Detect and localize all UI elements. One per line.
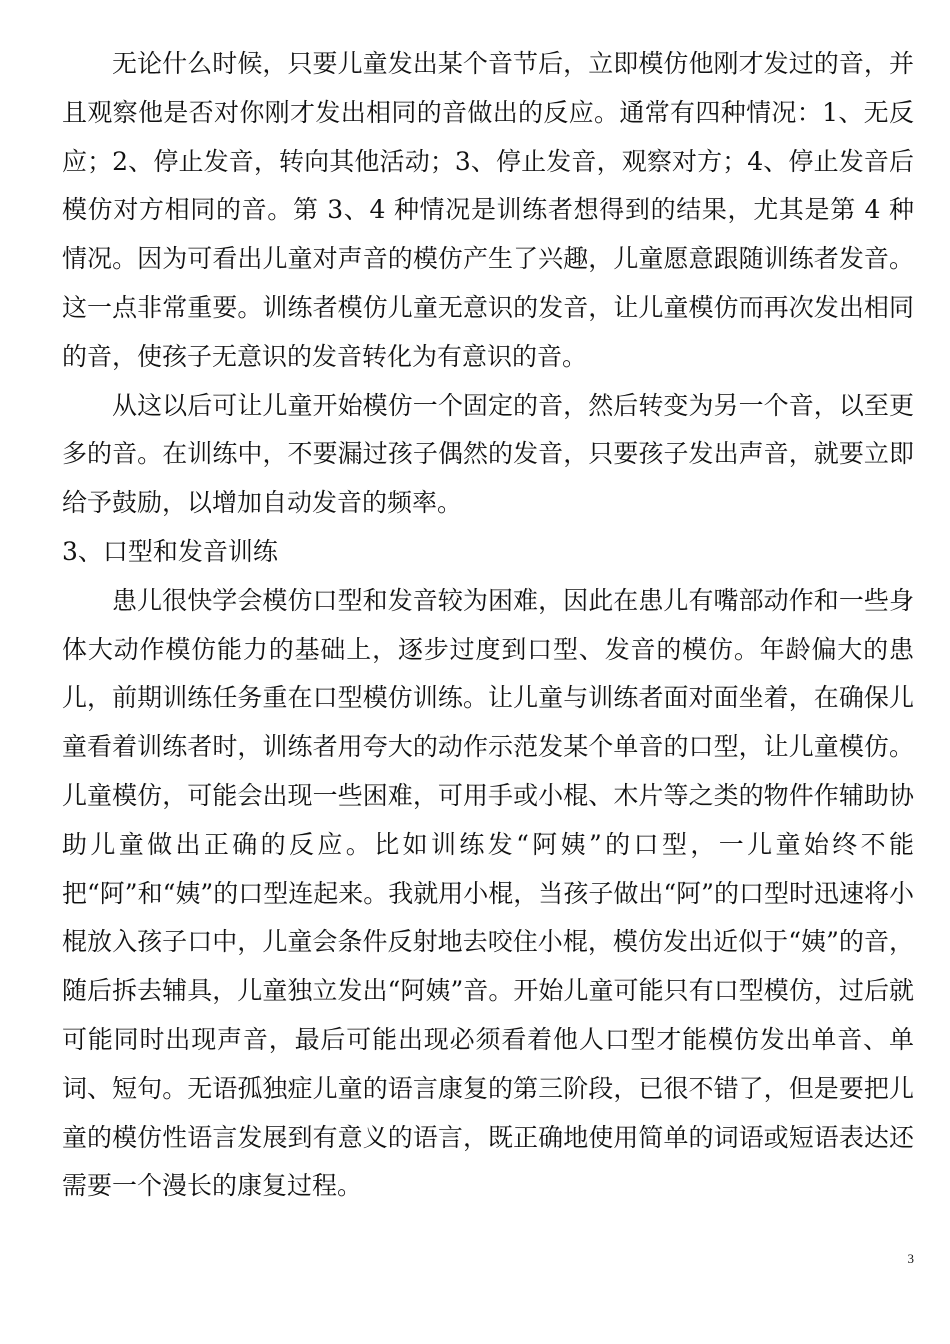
document-body [62,40,914,1211]
section-heading: 3、口型和发音训练 [62,536,278,566]
paragraph-imitation-response: 无论什么时候，只要儿童发出某个音节后，立即模仿他刚才发过的音，并且观察他是否对你刚才发出相同的音做出的反应。通常有四种情况：1、无反应；2、停止发音，转向其他活动；3、停止发音，观察对方；4、停止发音后模仿对方相同的音。第 3、4 种情况是训练者想得到的结果，尤其是第 4 种情况。因为可看出儿童对声音的模仿产生了兴趣，儿童愿意跟随训练者发音。这一点非常重要。训练者模仿儿童无意识的发音，让儿童模仿而再次发出相同的音，使孩子无意识的发音转化为有意识的音。 [62,49,914,371]
paragraph-fixed-sound: 从这以后可让儿童开始模仿一个固定的音，然后转变为另一个音，以至更多的音。在训练中，不要漏过孩子偶然的发音，只要孩子发出声音，就要立即给予鼓励，以增加自动发音的频率。 [62,390,914,518]
paragraph-mouth-shape-training: 患儿很快学会模仿口型和发音较为困难，因此在患儿有嘴部动作和一些身体大动作模仿能力的基础上，逐步过度到口型、发音的模仿。年龄偏大的患儿，前期训练任务重在口型模仿训练。让儿童与训练者面对面坐着，在确保儿童看着训练者时，训练者用夸大的动作示范发某个单音的口型，让儿童模仿。儿童模仿，可能会出现一些困难，可用手或小棍、木片等之类的物件作辅助协助儿童做出正确的反应。比如训练发“阿姨”的口型，一儿童始终不能把“阿”和“姨”的口型连起来。我就用小棍，当孩子做出“阿”的口型时迅速将小棍放入孩子口中，儿童会条件反射地去咬住小棍，模仿发出近似于“姨”的音，随后拆去辅具，儿童独立发出“阿姨”音。开始儿童可能只有口型模仿，过后就可能同时出现声音，最后可能出现必须看着他人口型才能模仿发出单音、单词、短句。无语孤独症儿童的语言康复的第三阶段，已很不错了，但是要把儿童的模仿性语言发展到有意义的语言，既正确地使用简单的词语或短语表达还需要一个漫长的康复过程。 [62,585,914,1201]
page-number: 3 [907,1251,914,1266]
